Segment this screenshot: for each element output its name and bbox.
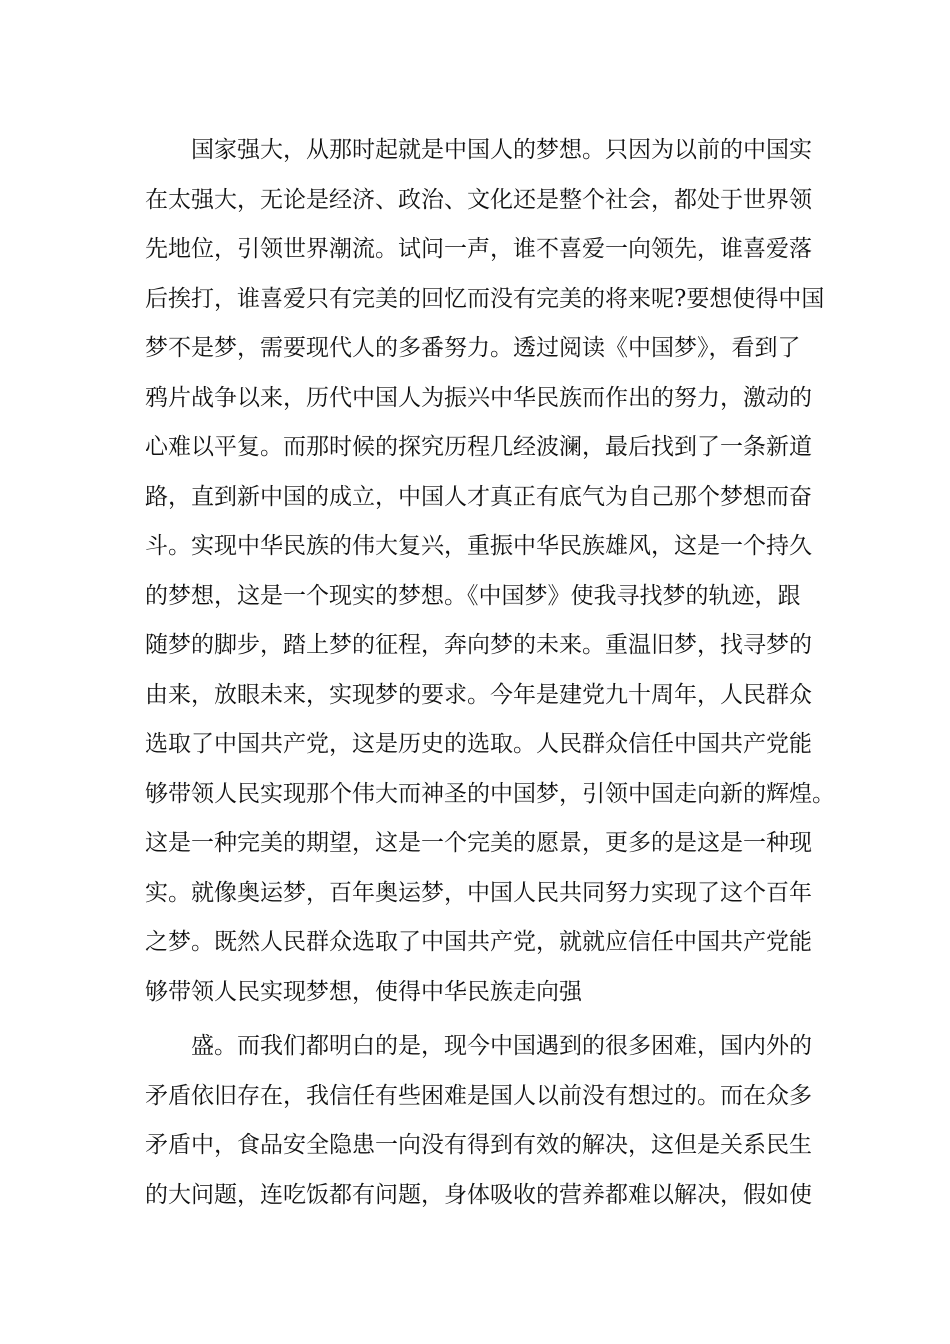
text-line: 先地位，引领世界潮流。试问一声，谁不喜爱一向领先，谁喜爱落 [145, 236, 812, 262]
text-line: 矛盾依旧存在，我信任有些困难是国人以前没有想过的。而在众多 [145, 1082, 812, 1109]
text-line: 的梦想，这是一个现实的梦想。《中国梦》使我寻找梦的轨迹，跟 [145, 582, 801, 609]
paragraph-1 [145, 126, 835, 1017]
text-line: 由来，放眼未来，实现梦的要求。今年是建党九十周年，人民群众 [145, 681, 812, 708]
text-line: 心难以平复。而那时候的探究历程几经波澜，最后找到了一条新道 [145, 434, 812, 460]
text-line: 盛。而我们都明白的是，现今中国遇到的很多困难，国内外的 [191, 1033, 812, 1059]
text-line: 随梦的脚步，踏上梦的征程，奔向梦的未来。重温旧梦，找寻梦的 [145, 632, 812, 658]
text-line: 够带领人民实现梦想，使得中华民族走向强 [145, 978, 582, 1005]
text-line: 鸦片战争以来，历代中国人为振兴中华民族而作出的努力，激动的 [145, 384, 812, 411]
text-line: 路，直到新中国的成立，中国人才真正有底气为自己那个梦想而奋 [145, 483, 812, 510]
text-line: 之梦。既然人民群众选取了中国共产党，就就应信任中国共产党能 [145, 929, 812, 955]
text-line: 在太强大，无论是经济、政治、文化还是整个社会，都处于世界领 [145, 186, 812, 213]
text-line: 选取了中国共产党，这是历史的选取。人民群众信任中国共产党能 [145, 731, 812, 757]
text-line: 这是一种完美的期望，这是一个完美的愿景，更多的是这是一种现 [145, 830, 812, 856]
text-line: 后挨打，谁喜爱只有完美的回忆而没有完美的将来呢?要想使得中国 [145, 285, 825, 312]
text-line: 国家强大，从那时起就是中国人的梦想。只因为以前的中国实 [191, 137, 812, 163]
text-line: 够带领人民实现那个伟大而神圣的中国梦，引领中国走向新的辉煌。 [145, 780, 835, 807]
text-line: 实。就像奥运梦，百年奥运梦，中国人民共同努力实现了这个百年 [145, 879, 812, 906]
text-line: 斗。实现中华民族的伟大复兴，重振中华民族雄风，这是一个持久 [145, 533, 812, 559]
text-line: 梦不是梦，需要现代人的多番努力。透过阅读《中国梦》，看到了 [145, 335, 801, 361]
paragraph-2 [145, 1022, 825, 1220]
text-line: 的大问题，连吃饭都有问题，身体吸收的营养都难以解决，假如使 [145, 1181, 812, 1208]
text-line: 矛盾中，食品安全隐患一向没有得到有效的解决，这但是关系民生 [145, 1132, 812, 1158]
